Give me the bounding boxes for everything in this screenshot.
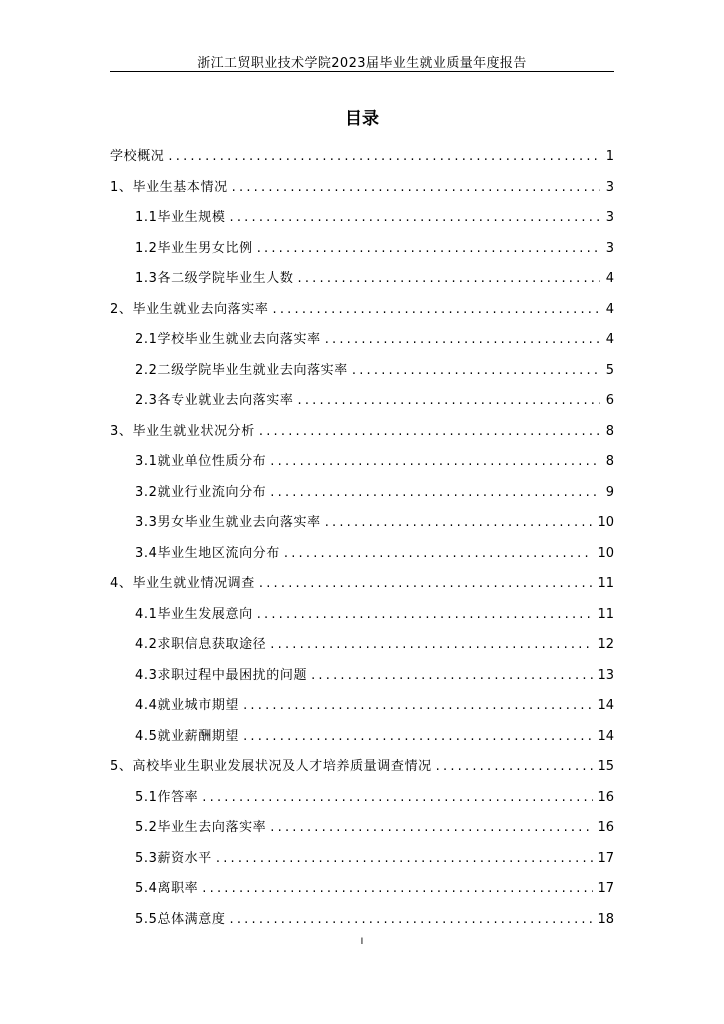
toc-leader-dots	[257, 607, 594, 622]
toc-entry-page: 3	[605, 179, 614, 195]
toc-entry-label: 2.3各专业就业去向落实率	[135, 393, 294, 408]
toc-entry[interactable]	[110, 237, 614, 268]
toc-entry[interactable]	[110, 450, 614, 481]
toc-entry-page: 15	[597, 759, 614, 774]
toc-entry-label: 3.2就业行业流向分布	[135, 484, 267, 500]
toc-entry-label: 3.3男女毕业生就业去向落实率	[135, 515, 321, 530]
toc-leader-dots	[272, 302, 600, 317]
toc-entry[interactable]	[110, 298, 614, 329]
toc-entry[interactable]	[110, 542, 614, 573]
toc-leader-dots	[229, 210, 600, 225]
toc-entry-page: 8	[605, 423, 614, 439]
toc-title: 目录	[345, 109, 379, 129]
toc-entry-label: 学校概况	[110, 149, 165, 164]
running-header: 浙江工贸职业技术学院2023届毕业生就业质量年度报告	[197, 56, 527, 71]
toc-entry-page: 16	[597, 820, 614, 835]
toc-entry[interactable]	[110, 145, 614, 176]
toc-entry-page: 6	[605, 393, 614, 408]
toc-entry-label: 4.5就业薪酬期望	[135, 728, 240, 744]
toc-entry-page: 3	[605, 240, 614, 256]
toc-leader-dots	[297, 393, 600, 408]
toc-entry-label: 1、毕业生基本情况	[110, 179, 228, 195]
toc-leader-dots	[325, 332, 600, 347]
toc-entry[interactable]	[110, 786, 614, 817]
toc-entry-page: 4	[605, 301, 614, 317]
toc-entry-page: 17	[597, 881, 614, 896]
toc-leader-dots	[311, 668, 593, 683]
toc-entry-page: 16	[597, 789, 614, 805]
toc-entry[interactable]	[110, 206, 614, 237]
header-rule	[110, 71, 614, 72]
toc-leader-dots	[259, 424, 600, 439]
toc-entry-page: 11	[597, 606, 614, 622]
toc-leader-dots	[352, 363, 600, 378]
toc-entry[interactable]	[110, 755, 614, 786]
table-of-contents	[110, 145, 614, 938]
toc-leader-dots	[270, 454, 600, 469]
toc-entry[interactable]	[110, 420, 614, 451]
toc-leader-dots	[202, 881, 593, 896]
toc-entry-page: 9	[605, 484, 614, 500]
toc-leader-dots	[270, 637, 593, 652]
toc-leader-dots	[216, 851, 594, 866]
toc-entry-label: 5.3薪资水平	[135, 850, 212, 866]
toc-entry-page: 1	[605, 149, 614, 164]
toc-entry[interactable]	[110, 481, 614, 512]
toc-leader-dots	[284, 546, 594, 561]
toc-entry[interactable]	[110, 511, 614, 542]
toc-entry-page: 12	[597, 637, 614, 652]
toc-entry-label: 4.1毕业生发展意向	[135, 606, 253, 622]
toc-leader-dots	[297, 271, 600, 286]
page-number: I	[360, 937, 364, 947]
toc-leader-dots	[168, 149, 600, 164]
toc-entry-label: 3、毕业生就业状况分析	[110, 423, 255, 439]
toc-entry-label: 5.2毕业生去向落实率	[135, 820, 267, 835]
toc-entry-label: 5.4离职率	[135, 881, 199, 896]
toc-leader-dots	[325, 515, 594, 530]
toc-entry-label: 1.2毕业生男女比例	[135, 240, 253, 256]
toc-leader-dots	[243, 698, 593, 713]
toc-entry-label: 4.4就业城市期望	[135, 698, 240, 713]
toc-entry[interactable]	[110, 359, 614, 390]
toc-entry-label: 1.1毕业生规模	[135, 210, 226, 225]
toc-entry-label: 3.4毕业生地区流向分布	[135, 545, 280, 561]
toc-entry-label: 2.1学校毕业生就业去向落实率	[135, 332, 321, 347]
toc-entry-page: 8	[605, 454, 614, 469]
toc-entry-page: 17	[597, 850, 614, 866]
toc-entry-page: 10	[597, 545, 614, 561]
toc-entry-label: 2、毕业生就业去向落实率	[110, 301, 269, 317]
toc-leader-dots	[232, 180, 600, 195]
toc-leader-dots	[257, 241, 600, 256]
toc-entry[interactable]	[110, 877, 614, 908]
toc-entry-label: 1.3各二级学院毕业生人数	[135, 271, 294, 286]
toc-entry-label: 5、高校毕业生职业发展状况及人才培养质量调查情况	[110, 759, 432, 774]
toc-entry[interactable]	[110, 328, 614, 359]
toc-entry-page: 14	[597, 698, 614, 713]
toc-entry[interactable]	[110, 267, 614, 298]
toc-entry-label: 4.2求职信息获取途径	[135, 637, 267, 652]
toc-entry-page: 3	[605, 210, 614, 225]
toc-entry-label: 5.5总体满意度	[135, 911, 226, 927]
toc-leader-dots	[202, 790, 593, 805]
toc-leader-dots	[229, 912, 593, 927]
toc-entry-label: 4、毕业生就业情况调查	[110, 576, 255, 591]
toc-leader-dots	[436, 759, 594, 774]
toc-entry[interactable]	[110, 572, 614, 603]
toc-entry-page: 4	[605, 332, 614, 347]
toc-entry-label: 3.1就业单位性质分布	[135, 454, 267, 469]
toc-leader-dots	[270, 820, 593, 835]
toc-entry[interactable]	[110, 633, 614, 664]
toc-entry-page: 18	[597, 911, 614, 927]
toc-entry[interactable]	[110, 694, 614, 725]
toc-leader-dots	[270, 485, 600, 500]
toc-entry-label: 2.2二级学院毕业生就业去向落实率	[135, 362, 348, 378]
toc-entry-label: 4.3求职过程中最困扰的问题	[135, 667, 308, 683]
toc-entry[interactable]	[110, 176, 614, 207]
toc-entry[interactable]	[110, 389, 614, 420]
toc-entry-page: 14	[597, 728, 614, 744]
toc-leader-dots	[259, 576, 594, 591]
toc-entry-label: 5.1作答率	[135, 789, 199, 805]
toc-leader-dots	[243, 729, 593, 744]
toc-entry[interactable]	[110, 725, 614, 756]
toc-entry[interactable]	[110, 847, 614, 878]
toc-entry-page: 11	[597, 576, 614, 591]
toc-entry-page: 4	[605, 271, 614, 286]
toc-entry[interactable]	[110, 816, 614, 847]
toc-entry-page: 13	[597, 667, 614, 683]
toc-entry-page: 5	[605, 362, 614, 378]
toc-entry[interactable]	[110, 664, 614, 695]
toc-entry[interactable]	[110, 908, 614, 939]
toc-entry-page: 10	[597, 515, 614, 530]
toc-entry[interactable]	[110, 603, 614, 634]
